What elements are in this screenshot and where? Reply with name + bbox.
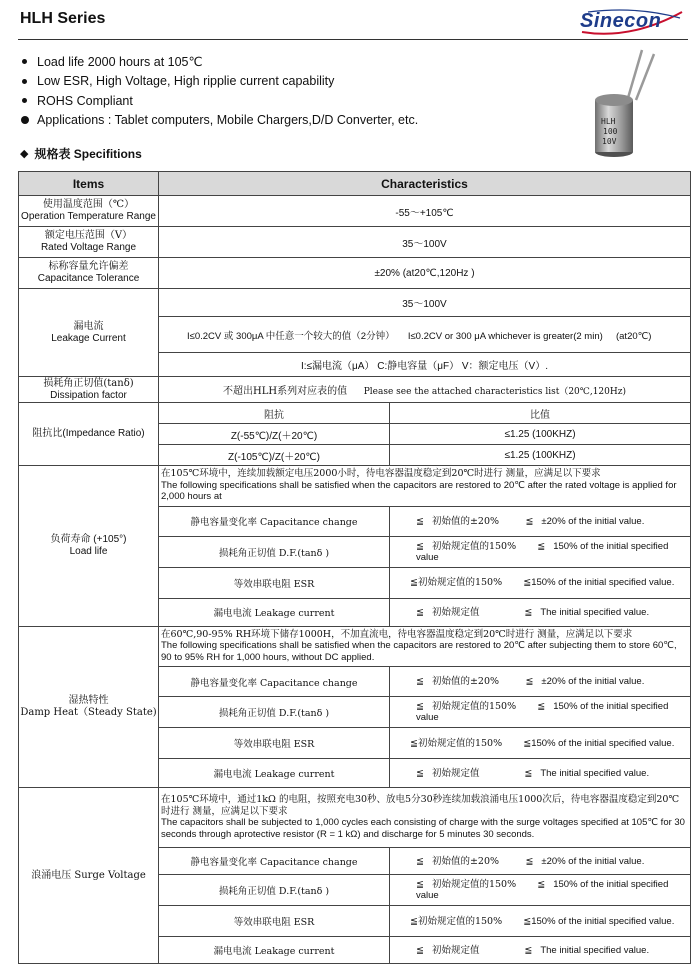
item-label: 损耗角正切值(tanδ) Dissipation factor <box>19 377 159 403</box>
item-label: 负荷寿命 (+105°) Load life <box>19 466 159 627</box>
table-row: 静电容量变化率 Capacitance change ≦ 初始值的±20% ≦ ±20% of the initial value. <box>19 667 691 697</box>
feature-item: Low ESR, High Voltage, High ripplie current capability <box>22 72 418 92</box>
page-header <box>18 0 688 40</box>
item-label: 浪涌电压 Surge Voltage <box>19 788 159 964</box>
table-row <box>19 403 691 424</box>
svg-text:HLH: HLH <box>601 117 616 126</box>
item-label: 使用温度范围（℃） Operation Temperature Range <box>19 196 159 227</box>
series-title: HLH Series <box>20 10 106 27</box>
feature-item: Load life 2000 hours at 105℃ <box>22 52 418 72</box>
bullet-dot-icon <box>22 98 27 103</box>
sinecon-logo <box>576 8 686 34</box>
leakage-formula: I≤0.2CV 或 300μA 中任意一个较大的值（2分钟） I≤0.2CV or 300 μA whichever is greater(2 min) (at20℃) <box>159 317 691 353</box>
column-header-items: Items <box>19 172 159 196</box>
svg-text:100: 100 <box>603 127 618 136</box>
table-row: 漏电电流 Leakage current ≦ 初始规定值 ≦ The initial specified value. <box>19 598 691 626</box>
column-header-characteristics: Characteristics <box>159 172 691 196</box>
table-row <box>19 788 691 848</box>
table-row <box>19 196 691 227</box>
spec-table <box>18 171 691 964</box>
item-value: 不超出HLH系列对应表的值 Please see the attached characteristics list（20℃,120Hz) <box>159 377 691 403</box>
diamond-icon: ◆ <box>20 148 29 160</box>
table-row: 静电容量变化率 Capacitance change ≦ 初始值的±20% ≦ ±20% of the initial value. <box>19 848 691 875</box>
table-row <box>19 626 691 667</box>
item-value: -55～+105℃ <box>159 196 691 227</box>
table-row: 等效串联电阻 ESR ≦初始规定值的150% ≦150% of the initial specified value. <box>19 728 691 759</box>
table-row <box>19 289 691 317</box>
bullet-dot-icon <box>21 116 29 124</box>
table-row: 损耗角正切值 D.F.(tanδ ) ≦ 初始规定值的150% ≦ 150% of the initial specified value <box>19 875 691 906</box>
leakage-legend: I:≤漏电流（μA） C:静电容量（μF） V：额定电压（V）. <box>159 353 691 377</box>
item-label: 额定电压范围（V） Rated Voltage Range <box>19 227 159 258</box>
leakage-voltage: 35～100V <box>159 289 691 317</box>
table-row: 等效串联电阻 ESR ≦初始规定值的150% ≦150% of the initial specified value. <box>19 567 691 598</box>
svg-text:10V: 10V <box>602 137 617 146</box>
section-description: 在60℃,90-95% RH环境下储存1000H，不加直流电，待电容器温度稳定到20℃时进行 测量，应满足以下要求 The following specifications shall be satisfied when the capacitors are restored to 20℃ after subjecting them to store 60℃, 90 to 95% RH for 1,000 hours, without DC applied. <box>159 626 691 667</box>
section-description: 在105℃环境中，通过1kΩ 的电阻，按照充电30秒、放电5分30秒连续加载浪涌电压1000次后，待电容器温度稳定到20℃时进行 测量，应满足以下要求 The capacitors shall be subjected to 1,000 cycles each consisting of charge with the surge voltages specified at 105℃ for 30 seconds through aprotective resistor (R = 1 kΩ) and discharge for 5 minutes 30 seconds. <box>159 788 691 848</box>
item-value: 35～100V <box>159 227 691 258</box>
bullet-dot-icon <box>22 79 27 84</box>
table-row: 等效串联电阻 ESR ≦初始规定值的150% ≦150% of the initial specified value. <box>19 906 691 937</box>
table-header-row <box>19 172 691 196</box>
item-label: 漏电流 Leakage Current <box>19 289 159 377</box>
spec-heading: ◆ 规格表 Specifitions <box>20 147 142 161</box>
table-row: 损耗角正切值 D.F.(tanδ ) ≦ 初始规定值的150% ≦ 150% of the initial specified value <box>19 697 691 728</box>
logo-text: Sinecon <box>580 10 662 32</box>
table-row <box>19 227 691 258</box>
section-description: 在105℃环境中，连续加载额定电压2000小时，待电容器温度稳定到20℃时进行 测量，应满足以下要求 The following specifications shall be satisfied when the capacitors are restored to 20℃ after the rated voltage is applied for 2,000 hours at <box>159 466 691 507</box>
bullet-dot-icon <box>22 59 27 64</box>
table-row <box>19 258 691 289</box>
feature-list <box>22 52 418 130</box>
table-row: 漏电电流 Leakage current ≦ 初始规定值 ≦ The initial specified value. <box>19 759 691 788</box>
item-value: ±20% (at20℃,120Hz ) <box>159 258 691 289</box>
feature-item: ROHS Compliant <box>22 91 418 111</box>
table-row <box>19 466 691 507</box>
capacitor-image <box>590 48 660 158</box>
feature-item: Applications : Tablet computers, Mobile Chargers,D/D Converter, etc. <box>22 111 418 131</box>
table-row: Z(-105℃)/Z(＋20℃) ≤1.25 (100KHZ) <box>19 445 691 466</box>
ratio-header: 比值 <box>390 403 691 424</box>
table-row: 损耗角正切值 D.F.(tanδ ) ≦ 初始规定值的150% ≦ 150% of the initial specified value <box>19 536 691 567</box>
item-label: 湿热特性 Damp Heat（Steady State) <box>19 626 159 788</box>
item-label: 标称容量允许偏差 Capacitance Tolerance <box>19 258 159 289</box>
table-row: 漏电电流 Leakage current ≦ 初始规定值 ≦ The initial specified value. <box>19 937 691 964</box>
impedance-header: 阻抗 <box>159 403 390 424</box>
table-row: Z(-55℃)/Z(＋20℃) ≤1.25 (100KHZ) <box>19 424 691 445</box>
table-row <box>19 377 691 403</box>
item-label: 阻抗比(Impedance Ratio) <box>19 403 159 466</box>
table-row: 静电容量变化率 Capacitance change ≦ 初始值的±20% ≦ ±20% of the initial value. <box>19 506 691 536</box>
